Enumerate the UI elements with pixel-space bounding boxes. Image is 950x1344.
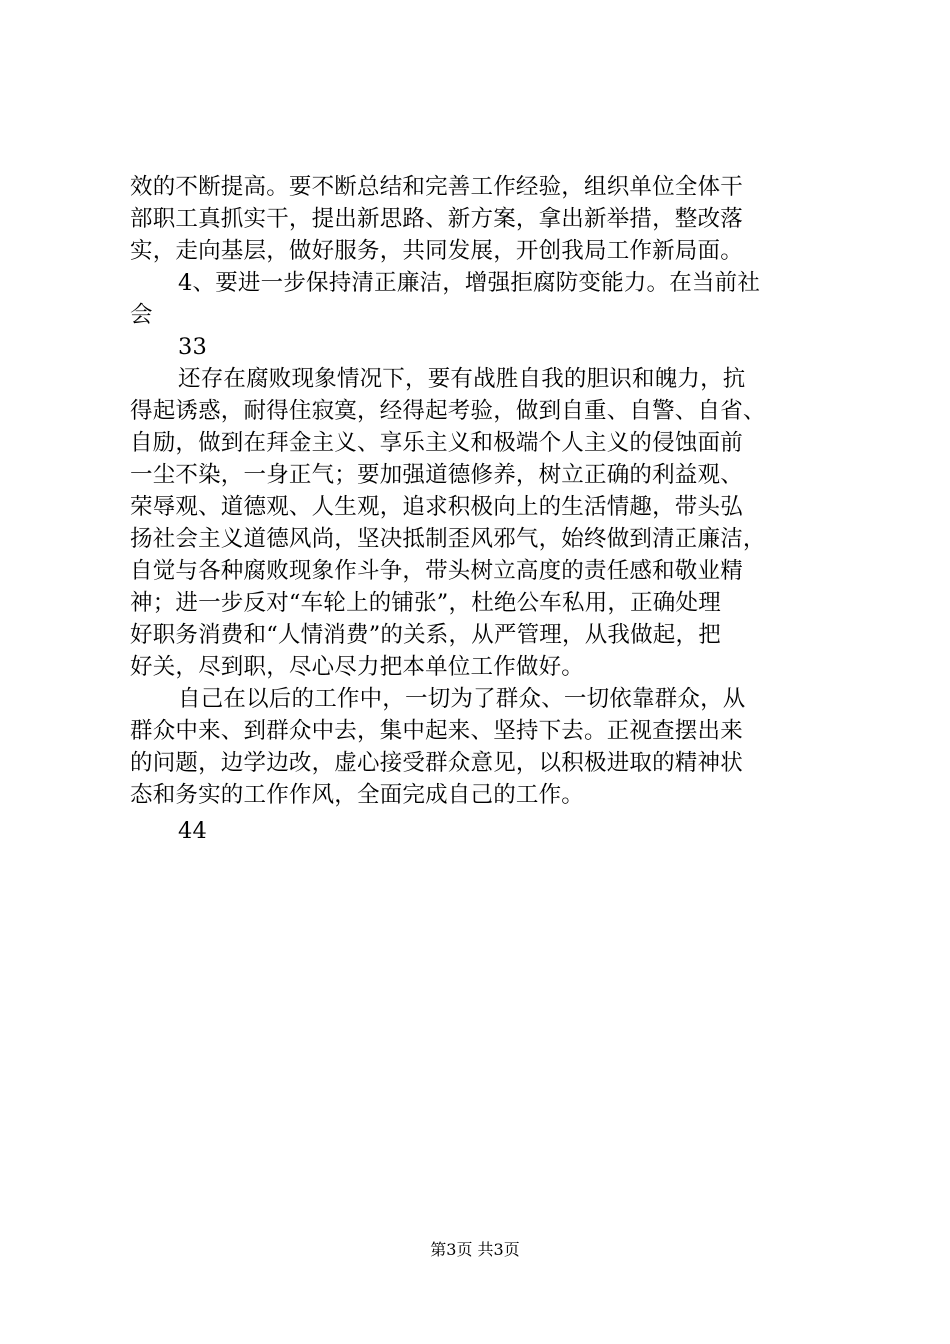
text-line: 实，走向基层，做好服务，共同发展，开创我局工作新局面。 <box>130 238 743 264</box>
text-line: 得起诱惑，耐得住寂寞，经得起考验，做到自重、自警、自省、 <box>130 398 766 424</box>
page-marker: 44 <box>178 818 208 844</box>
text-line: 自觉与各种腐败现象作斗争，带头树立高度的责任感和敬业精 <box>130 558 743 584</box>
text-line: 神；进一步反对“车轮上的铺张”，杜绝公车私用，正确处理 <box>130 590 721 616</box>
text-line: 的问题，边学边改，虚心接受群众意见，以积极进取的精神状 <box>130 750 743 776</box>
text-line: 态和务实的工作作风，全面完成自己的工作。 <box>130 782 585 808</box>
text-line: 好关，尽到职，尽心尽力把本单位工作做好。 <box>130 654 585 680</box>
text-line: 效的不断提高。要不断总结和完善工作经验，组织单位全体干 <box>130 174 743 200</box>
text-line: 部职工真抓实干，提出新思路、新方案，拿出新举措，整改落 <box>130 206 743 232</box>
page-marker: 33 <box>178 334 208 360</box>
text-line: 还存在腐败现象情况下，要有战胜自我的胆识和魄力，抗 <box>178 366 746 392</box>
text-line: 会 <box>130 302 153 328</box>
text-line: 自励，做到在拜金主义、享乐主义和极端个人主义的侵蚀面前 <box>130 430 743 456</box>
text-line: 4、要进一步保持清正廉洁，增强拒腐防变能力。在当前社 <box>178 270 761 296</box>
text-line: 一尘不染，一身正气；要加强道德修养，树立正确的利益观、 <box>130 462 743 488</box>
text-line: 群众中来、到群众中去，集中起来、坚持下去。正视查摆出来 <box>130 718 743 744</box>
text-line: 好职务消费和“人情消费”的关系，从严管理，从我做起，把 <box>130 622 721 648</box>
text-line: 自己在以后的工作中，一切为了群众、一切依靠群众，从 <box>178 686 746 712</box>
page-footer: 第3页 共3页 <box>430 1240 520 1259</box>
text-line: 荣辱观、道德观、人生观，追求积极向上的生活情趣，带头弘 <box>130 494 743 520</box>
text-line: 扬社会主义道德风尚，坚决抵制歪风邪气，始终做到清正廉洁， <box>130 526 766 552</box>
